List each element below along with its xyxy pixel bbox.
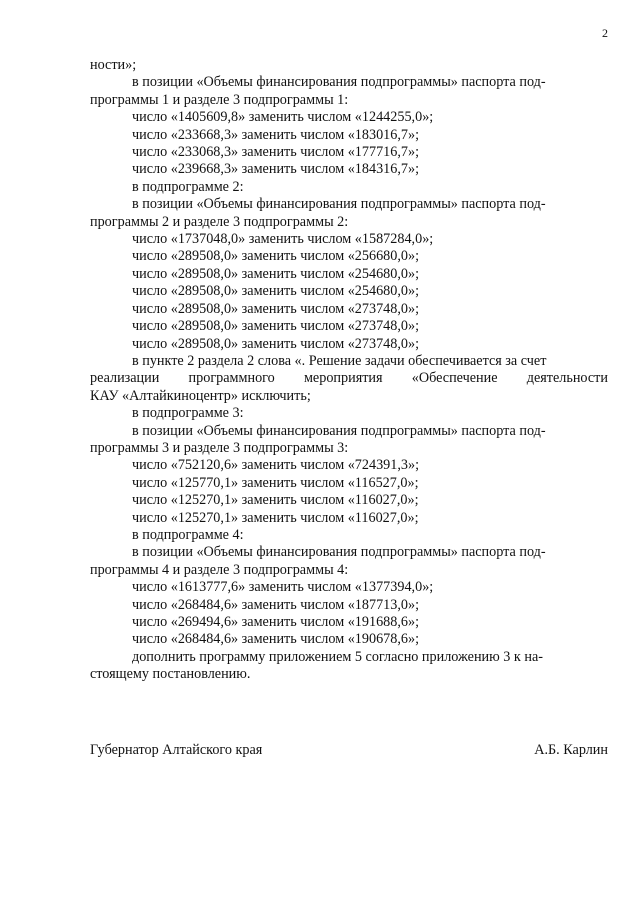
- text-line: число «125270,1» заменить числом «116027,0»;: [132, 509, 419, 526]
- text-line: КАУ «Алтайкиноцентр» исключить;: [90, 387, 311, 404]
- text-line: число «233668,3» заменить числом «183016,7»;: [132, 126, 420, 143]
- text-line: в подпрограмме 4:: [132, 526, 244, 543]
- text-line: программы 3 и разделе 3 подпрограммы 3:: [90, 439, 349, 456]
- page-number: 2: [602, 26, 608, 40]
- text-line: в подпрограмме 2:: [132, 178, 244, 195]
- text-line: в позиции «Объемы финансирования подпрограммы» паспорта под-: [132, 74, 546, 91]
- text-line: число «125770,1» заменить числом «116527,0»;: [132, 474, 419, 491]
- signatory-position: Губернатор Алтайского края: [90, 742, 263, 758]
- text-line: число «1405609,8» заменить числом «1244255,0»;: [132, 109, 434, 126]
- text-line: число «268484,6» заменить числом «187713,0»;: [132, 596, 420, 613]
- text-line: число «289508,0» заменить числом «273748,0»;: [132, 335, 420, 352]
- text-line: число «269494,6» заменить числом «191688,6»;: [132, 614, 420, 630]
- text-line: число «233068,3» заменить числом «177716,7»;: [132, 144, 420, 161]
- text-line: число «289508,0» заменить числом «273748,0»;: [132, 300, 420, 317]
- text-line: дополнить программу приложением 5 согласно приложению 3 к на-: [132, 648, 543, 665]
- text-line: число «1737048,0» заменить числом «1587284,0»;: [132, 231, 434, 248]
- text-line: число «289508,0» заменить числом «273748,0»;: [132, 318, 420, 335]
- text-line: число «125270,1» заменить числом «116027,0»;: [132, 492, 419, 509]
- text-word: деятельности: [526, 370, 608, 387]
- text-line: в позиции «Объемы финансирования подпрограммы» паспорта под-: [132, 422, 546, 439]
- text-line: число «752120,6» заменить числом «724391,3»;: [132, 457, 420, 474]
- text-line: программы 1 и разделе 3 подпрограммы 1:: [90, 91, 349, 108]
- text-line: программы 2 и разделе 3 подпрограммы 2:: [90, 213, 349, 230]
- text-line: в подпрограмме 3:: [132, 405, 244, 422]
- signatory-name: А.Б. Карлин: [534, 742, 608, 758]
- text-line: в пункте 2 раздела 2 слова «. Решение задачи обеспечивается за счет: [132, 352, 547, 369]
- text-line: число «289508,0» заменить числом «256680,0»;: [132, 248, 420, 265]
- signature-block: [90, 742, 608, 759]
- text-line: число «289508,0» заменить числом «254680,0»;: [132, 283, 420, 300]
- document-body: [90, 57, 608, 684]
- text-word: реализации: [90, 370, 160, 387]
- text-line: программы 4 и разделе 3 подпрограммы 4:: [90, 561, 349, 578]
- text-line: [90, 370, 608, 387]
- text-line: в позиции «Объемы финансирования подпрограммы» паспорта под-: [132, 544, 546, 561]
- text-word: мероприятия: [303, 370, 383, 387]
- text-word: «Обеспечение: [411, 370, 498, 387]
- text-line: число «1613777,6» заменить числом «1377394,0»;: [132, 579, 434, 596]
- text-word: программного: [188, 370, 275, 387]
- text-line: число «268484,6» заменить числом «190678,6»;: [132, 631, 420, 648]
- text-line: в позиции «Объемы финансирования подпрограммы» паспорта под-: [132, 196, 546, 213]
- text-line: стоящему постановлению.: [90, 666, 251, 683]
- text-line: ности»;: [90, 57, 137, 73]
- text-line: число «289508,0» заменить числом «254680,0»;: [132, 265, 420, 282]
- text-line: число «239668,3» заменить числом «184316,7»;: [132, 161, 420, 178]
